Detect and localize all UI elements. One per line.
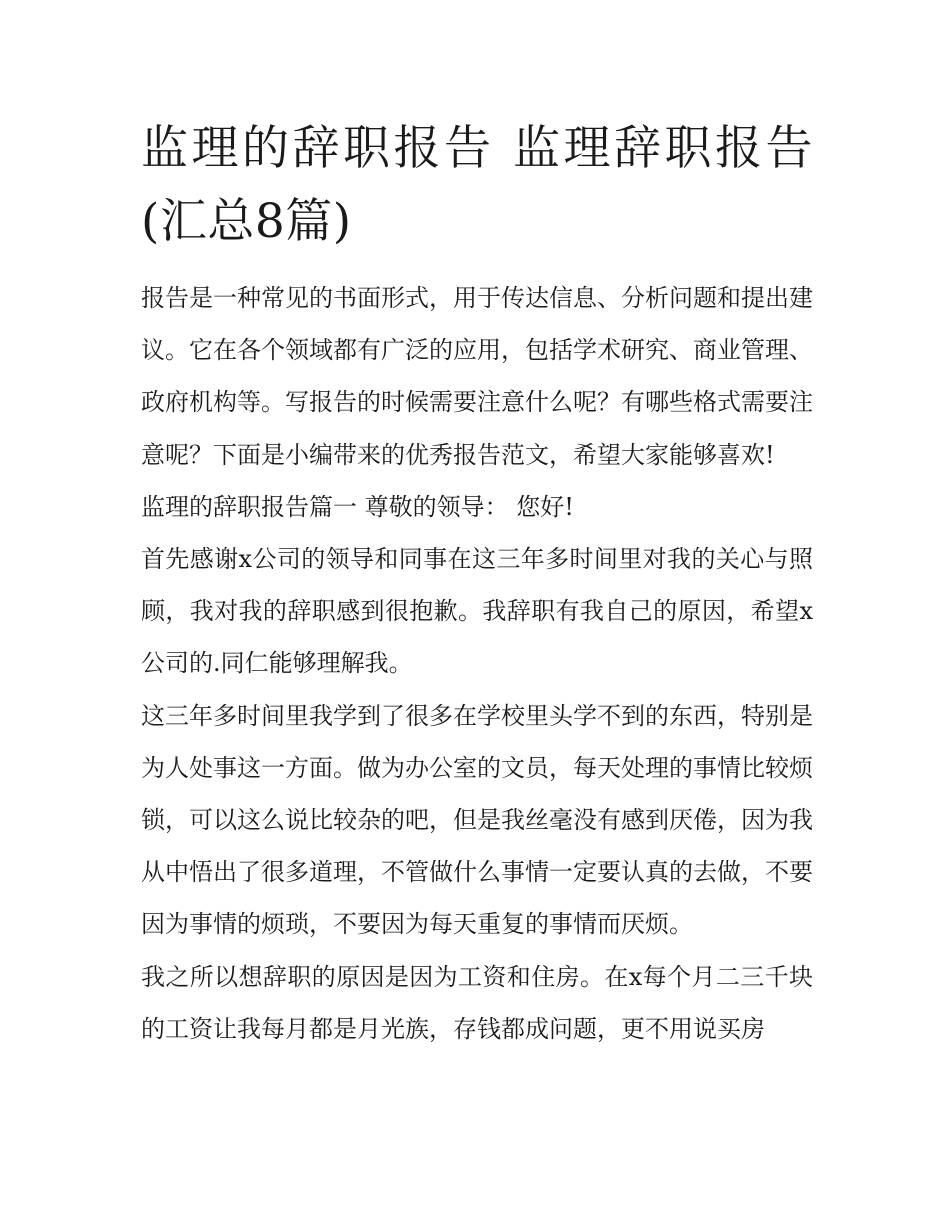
intro-paragraph: 报告是一种常见的书面形式，用于传达信息、分析问题和提出建议。它在各个领域都有广泛的应用，包括学术研究、商业管理、政府机构等。写报告的时候需要注意什么呢？有哪些格式需要注意呢？下面是小编带来的优秀报告范文，希望大家能够喜欢! <box>141 284 813 469</box>
body-paragraph: 我之所以想辞职的原因是因为工资和住房。在x每个月二三千块的工资让我每月都是月光族，存钱都成问题，更不用说买房 <box>141 962 813 1043</box>
body-paragraph: 首先感谢x公司的领导和同事在这三年多时间里对我的关心与照顾，我对我的辞职感到很抱歉。我辞职有我自己的原因，希望x公司的.同仁能够理解我。 <box>141 545 813 678</box>
document-body <box>141 112 813 1055</box>
letter-heading: 监理的辞职报告篇一 尊敬的领导： 您好! <box>141 492 574 521</box>
document-title: 监理的辞职报告 监理辞职报告(汇总8篇) <box>141 121 813 249</box>
body-paragraph: 这三年多时间里我学到了很多在学校里头学不到的东西，特别是为人处事这一方面。做为办公室的文员，每天处理的事情比较烦锁，可以这么说比较杂的吧，但是我丝毫没有感到厌倦，因为我从中悟出了很多道理，不管做什么事情一定要认真的去做，不要因为事情的烦琐，不要因为每天重复的事情而厌烦。 <box>141 701 813 939</box>
